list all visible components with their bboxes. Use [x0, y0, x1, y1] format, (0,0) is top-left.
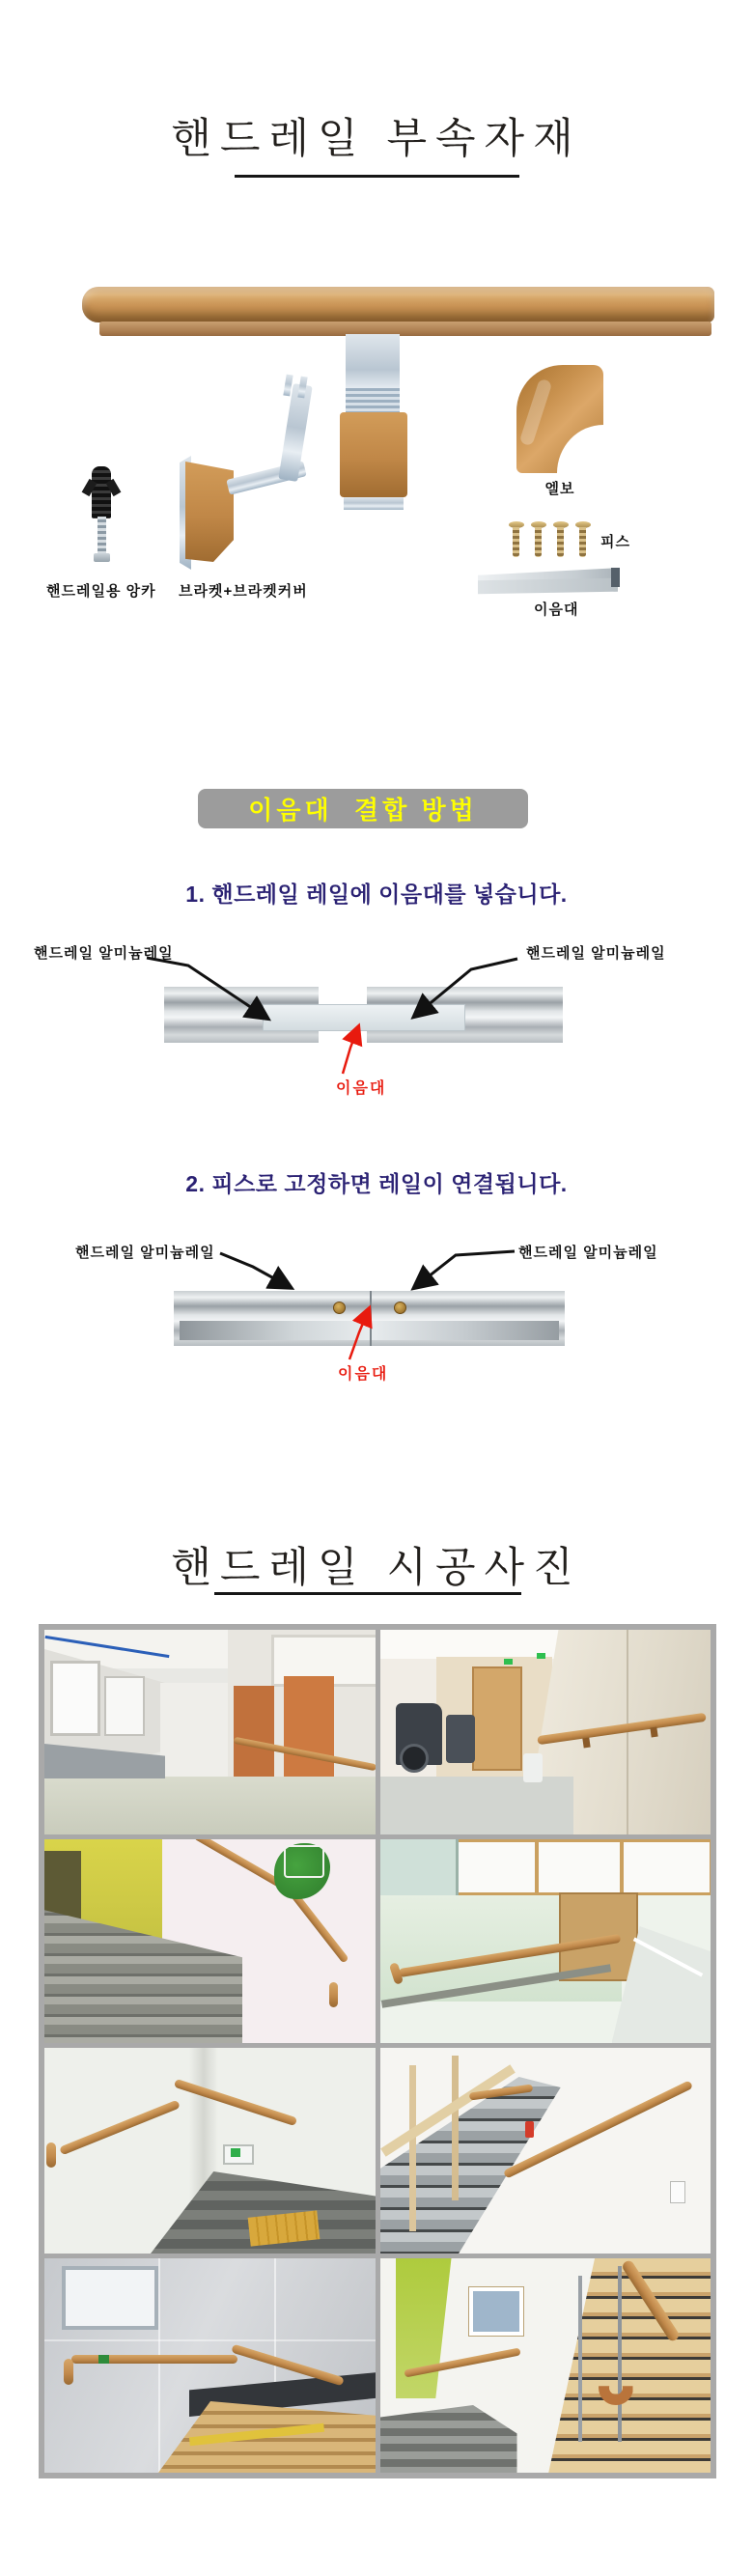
- window: [50, 1661, 100, 1736]
- windows: [456, 1839, 711, 1895]
- handrail: [71, 2355, 237, 2364]
- bracket-cover: [185, 462, 234, 562]
- photo-stairs-tiled-wall: [44, 2258, 376, 2473]
- metal-baluster: [618, 2266, 622, 2442]
- screw-shaft: [579, 527, 586, 557]
- handrail-bracket: [582, 1738, 590, 1749]
- waste-bin: [523, 1753, 543, 1782]
- green-tape: [98, 2355, 109, 2364]
- step2-text: 2. 피스로 고정하면 레일이 연결됩니다.: [185, 1171, 568, 1196]
- light-switch: [670, 2181, 685, 2203]
- tile-grout: [44, 2339, 376, 2341]
- handrail-base-strip: [99, 322, 711, 336]
- photo-facility-hallway: [380, 1630, 711, 1834]
- hanging-bracket-ribs: [346, 388, 400, 413]
- corridor-end: [160, 1683, 228, 1779]
- wood-handrail-photo: [82, 287, 714, 322]
- d2-arrow-left: [220, 1253, 290, 1287]
- d1-label-left: 핸드레일 알미늄레일: [34, 945, 174, 962]
- picture-frame: [469, 2287, 523, 2336]
- photo-wooden-staircase: [380, 2258, 711, 2473]
- d1-label-right: 핸드레일 알미늄레일: [526, 945, 666, 962]
- floor: [380, 1777, 573, 1834]
- photo-grid: [39, 1624, 716, 2478]
- bracket-arm-upper: [278, 383, 312, 482]
- wood-baluster: [452, 2056, 459, 2200]
- method-banner: 이음대 결합 방법: [198, 789, 528, 828]
- d1-arrow-right: [415, 959, 517, 1016]
- d1-joint-label: 이음대: [336, 1080, 387, 1097]
- photo-stair-landing: [44, 2048, 376, 2254]
- screw-shaft: [513, 527, 519, 557]
- photos-title-underline: [214, 1592, 521, 1595]
- exit-light: [537, 1653, 545, 1659]
- photo-school-corridor: [44, 1630, 376, 1834]
- handrail-end: [329, 1982, 338, 2007]
- d2-arrows: [0, 1236, 753, 1419]
- door: [234, 1686, 274, 1778]
- floor: [44, 1777, 376, 1834]
- metal-baluster: [578, 2276, 582, 2442]
- parts-title-underline: [235, 175, 519, 178]
- tile-grout: [158, 2258, 160, 2473]
- bracket-label: 브라켓+브라켓커버: [179, 583, 308, 600]
- hanging-bracket-foot: [344, 497, 404, 510]
- d2-arrow-right: [415, 1251, 515, 1287]
- exit-sign-figure: [231, 2148, 240, 2157]
- d1-arrow-joint: [343, 1027, 358, 1074]
- joint-label: 이음대: [534, 602, 579, 618]
- photo-staircase-up: [380, 2048, 711, 2254]
- d2-label-left: 핸드레일 알미늄레일: [75, 1245, 215, 1261]
- screw-shaft: [535, 527, 542, 557]
- photo-corridor-mint-wall: [380, 1839, 711, 2043]
- parts-title: 핸드레일 부속자재: [171, 116, 582, 162]
- door: [472, 1666, 522, 1771]
- anchor-screw: [98, 517, 106, 555]
- elbow-label: 엘보: [544, 481, 575, 497]
- window-mullion: [620, 1839, 624, 1895]
- door: [284, 1676, 334, 1790]
- wheelchair-wheel: [400, 1744, 429, 1773]
- photo-stairwell-green-wall: [44, 1839, 376, 2043]
- window: [104, 1676, 145, 1736]
- wood-baluster: [409, 2065, 416, 2231]
- d2-label-right: 핸드레일 알미늄레일: [518, 1245, 658, 1261]
- screw-label: 피스: [600, 534, 630, 550]
- exit-light: [504, 1659, 513, 1665]
- window-mullion: [535, 1839, 539, 1895]
- handrail-end: [46, 2142, 56, 2168]
- fire-extinguisher: [525, 2121, 534, 2138]
- anchor-label: 핸드레일용 앙카: [46, 583, 156, 600]
- handrail-end-down: [64, 2359, 73, 2385]
- joint-bar-end: [611, 568, 620, 587]
- joint-bar-face: [478, 578, 618, 595]
- step1-text: 1. 핸드레일 레일에 이음대를 넣습니다.: [185, 882, 568, 907]
- hanging-bracket-cover: [340, 412, 407, 497]
- screw-shaft: [557, 527, 564, 557]
- d2-joint-label: 이음대: [338, 1366, 389, 1383]
- window: [62, 2266, 158, 2330]
- anchor-body: [92, 466, 111, 518]
- photos-title: 핸드레일 시공사진: [171, 1545, 582, 1591]
- anchor-screw-head: [94, 553, 110, 562]
- wheelchair: [446, 1715, 475, 1763]
- handrail-bracket: [650, 1727, 657, 1738]
- plant-basket: [284, 1845, 324, 1878]
- d1-arrow-left: [147, 958, 266, 1018]
- d2-arrow-joint: [349, 1309, 369, 1359]
